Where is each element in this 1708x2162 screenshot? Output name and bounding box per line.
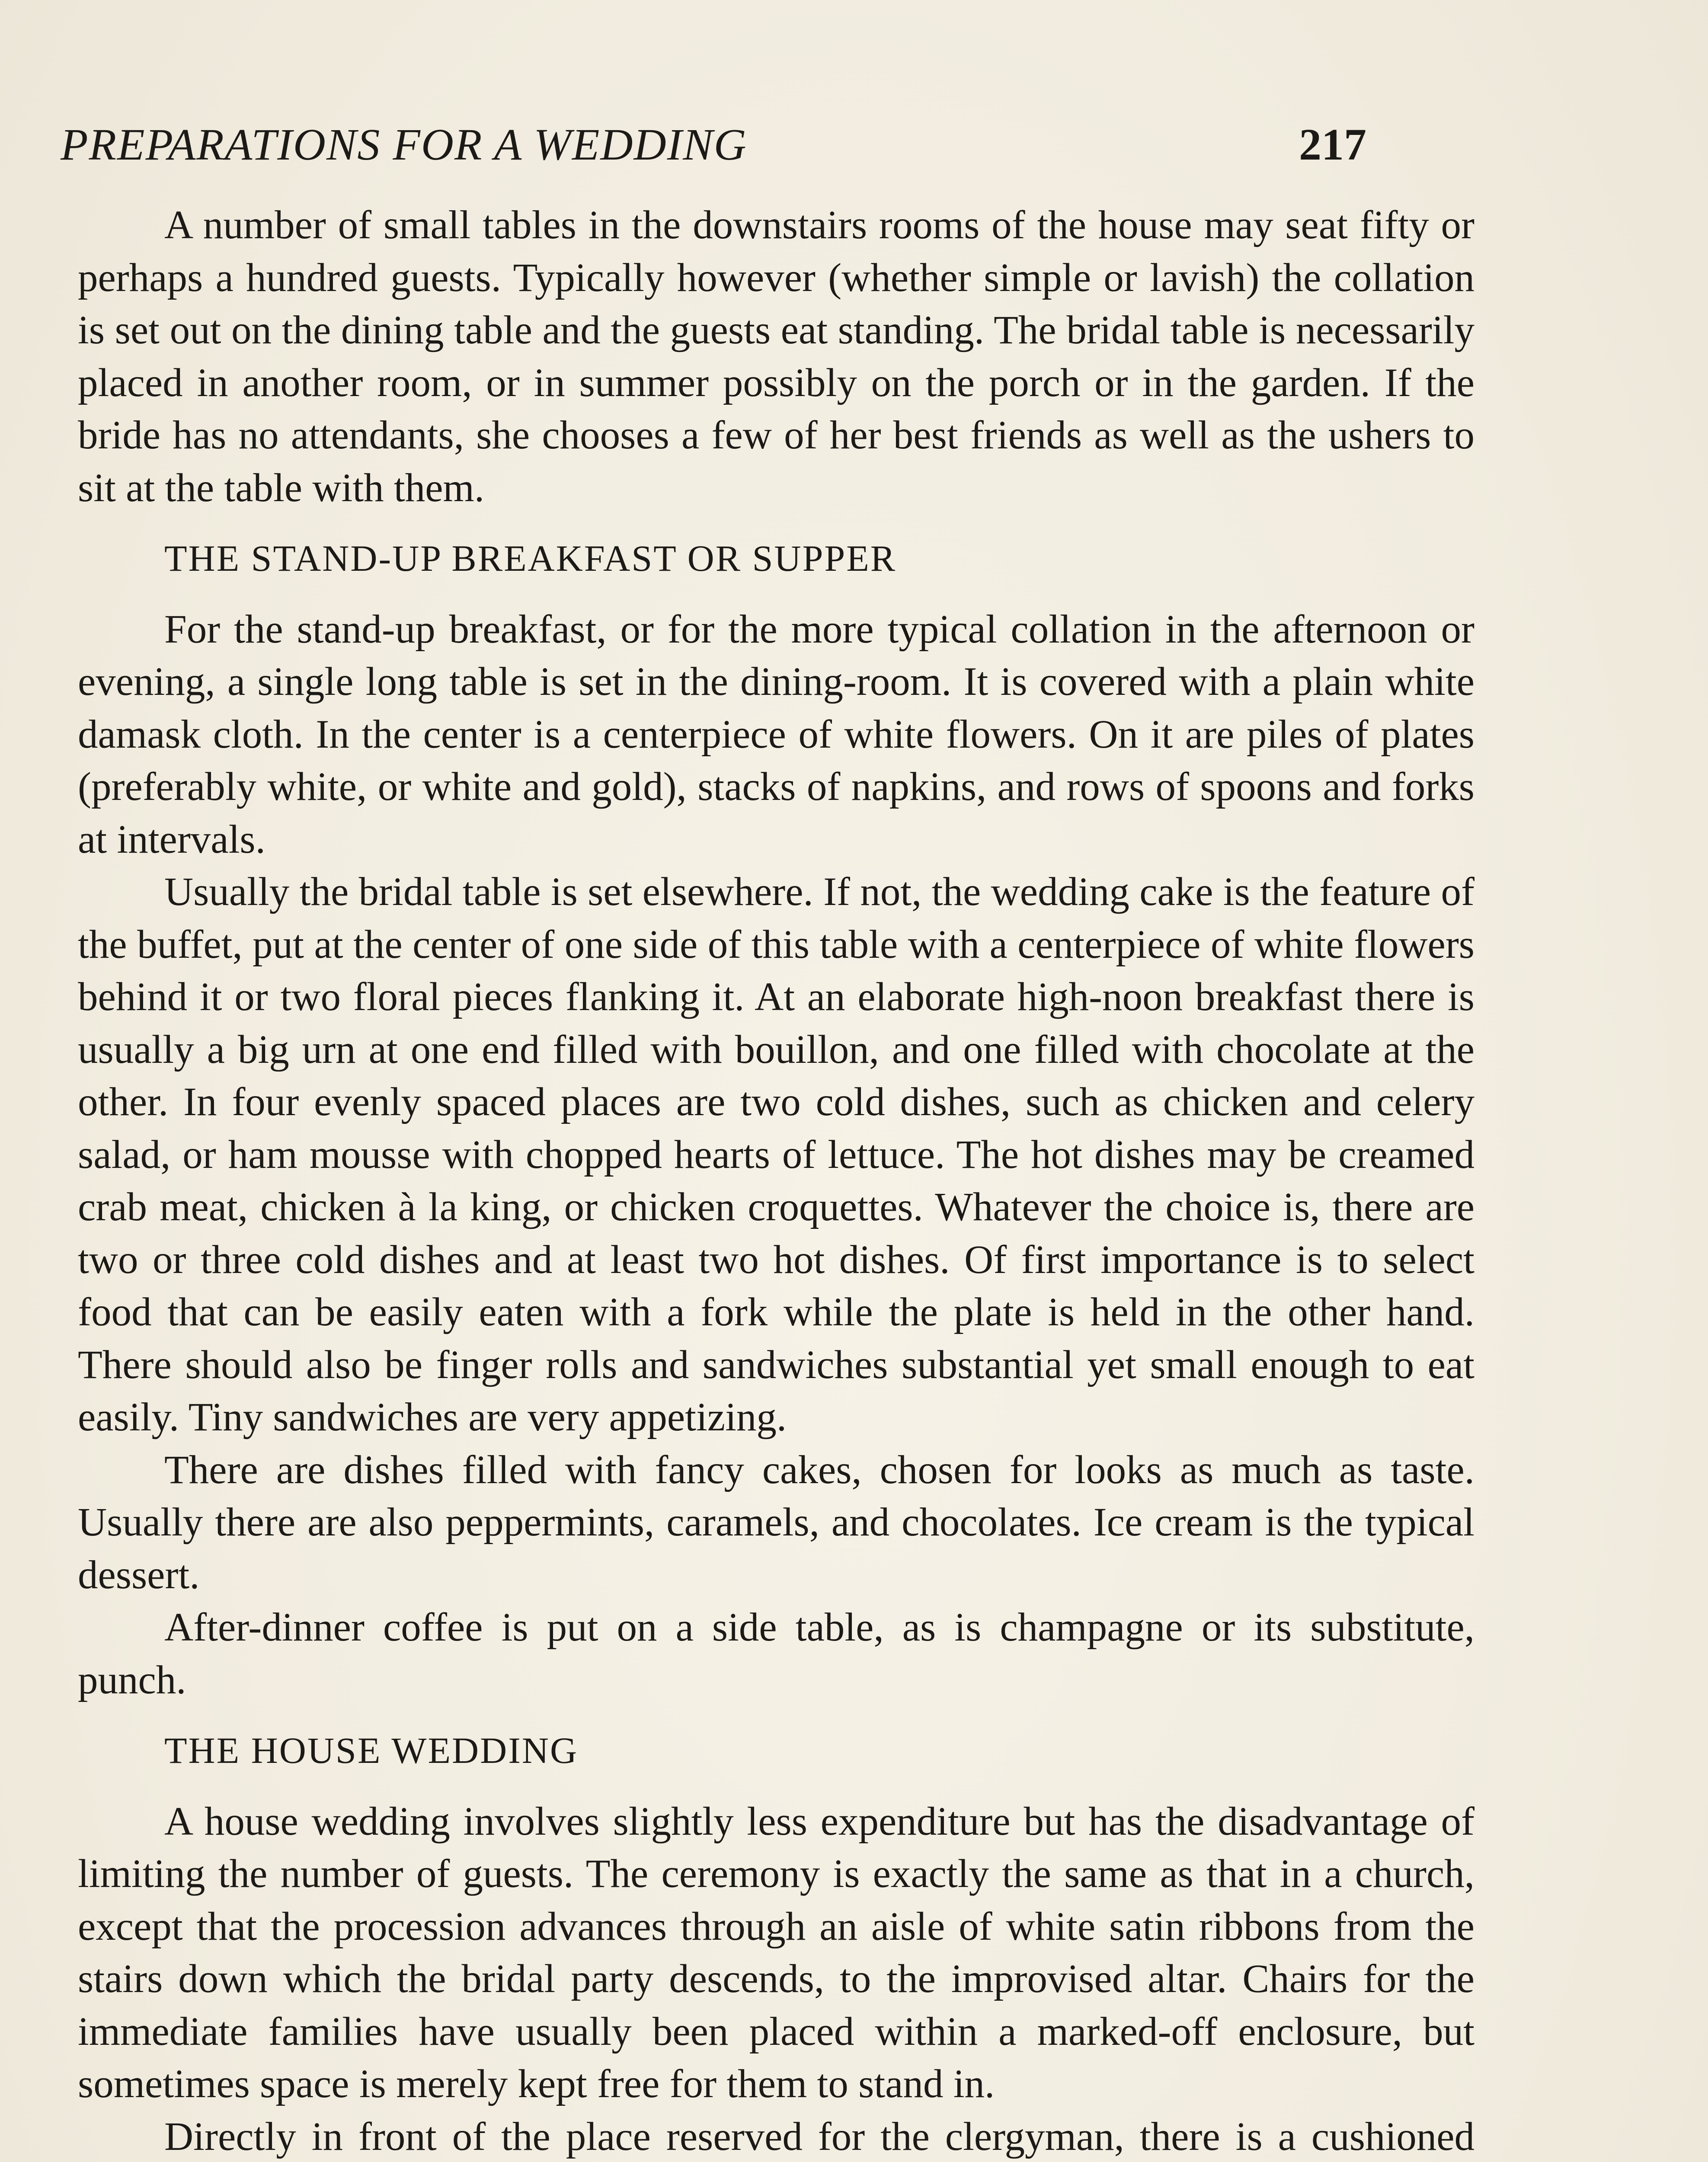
page-number: 217	[1299, 120, 1366, 170]
section-heading-house-wedding: THE HOUSE WEDDING	[164, 1730, 579, 1771]
paragraph-small-tables: A number of small tables in the downstairs rooms of the house may seat fifty or perhaps a hundred guests. Typically however (whether simple or lavish) the collation is set out on the dining table and the guests eat standing. The bridal table is necessarily placed in another room, or in summer possibly on the porch or in the garden. If the bride has no attendants, she chooses a few of her best friends as well as the ushers to sit at the table with them.	[78, 203, 1475, 510]
paragraph-house-wedding: A house wedding involves slightly less expenditure but has the disadvantage of limiting the number of guests. The ceremony is exactly the same as that in a church, except that the procession advances through an aisle of white satin ribbons from the stairs down which the bridal party descends, to the improvised altar. Chairs for the immediate families have usually been placed within a marked-off enclosure, but sometimes space is merely kept free for them to stand in.	[78, 1799, 1475, 2106]
running-head: PREPARATIONS FOR A WEDDING	[61, 120, 747, 170]
section-heading-stand-up-breakfast: THE STAND-UP BREAKFAST OR SUPPER	[164, 537, 897, 579]
page-header	[61, 117, 1366, 173]
paragraph-cushioned-bench: Directly in front of the place reserved for the clergyman, there is a cushioned	[164, 2114, 1475, 2159]
paragraph-stand-up-breakfast: For the stand-up breakfast, or for the more typical collation in the afternoon or evening, a single long table is set in the dining-room. It is covered with a plain white damask cloth. In the center is a centerpiece of white flowers. On it are piles of plates (preferably white, or white and gold), stacks of napkins, and rows of spoons and forks at intervals.	[78, 607, 1475, 862]
page-body	[78, 199, 1475, 2162]
paragraph-fancy-cakes: There are dishes filled with fancy cakes, chosen for looks as much as taste. Usually there are also peppermints, caramels, and chocolates. Ice cream is the typical dessert.	[78, 1447, 1475, 1597]
paragraph-bridal-table: Usually the bridal table is set elsewhere. If not, the wedding cake is the feature of the buffet, put at the center of one side of this table with a centerpiece of white flowers behind it or two floral pieces flanking it. At an elaborate high-noon breakfast there is usually a big urn at one end filled with bouillon, and one filled with chocolate at the other. In four evenly spaced places are two cold dishes, such as chicken and celery salad, or ham mousse with chopped hearts of lettuce. The hot dishes may be creamed crab meat, chicken à la king, or chicken croquettes. Whatever the choice is, there are two or three cold dishes and at least two hot dishes. Of first importance is to select food that can be easily eaten with a fork while the plate is held in the other hand. There should also be finger rolls and sandwiches substantial yet small enough to eat easily. Tiny sandwiches are very appetizing.	[78, 870, 1475, 1439]
paragraph-coffee: After-dinner coffee is put on a side table, as is champagne or its substitute, punch.	[78, 1605, 1475, 1702]
